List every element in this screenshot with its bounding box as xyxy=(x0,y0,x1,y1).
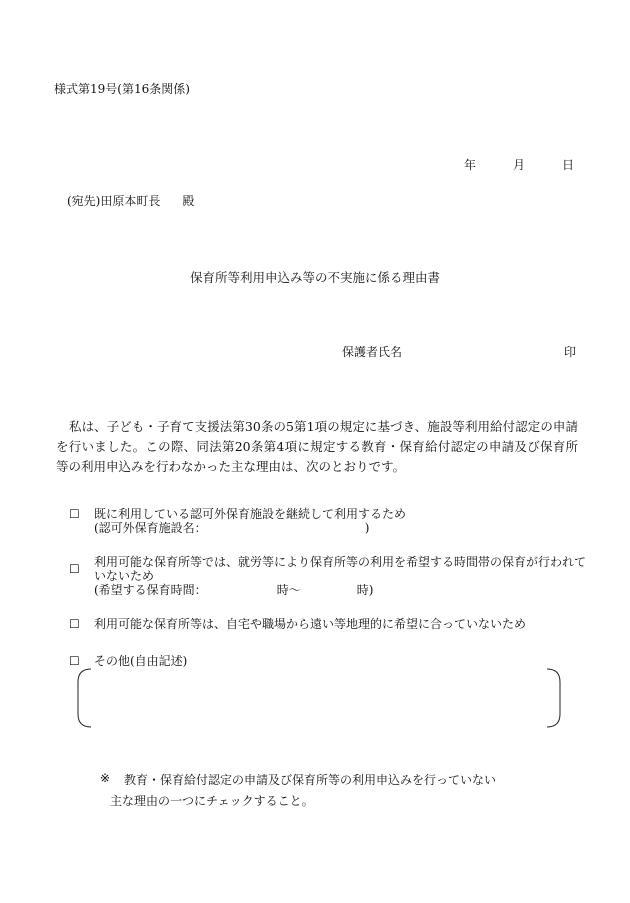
reason-4 xyxy=(94,654,187,668)
left-bracket xyxy=(78,669,91,727)
reason-4-text: その他(自由記述) xyxy=(94,654,188,668)
guardian-name-label: 保護者氏名 xyxy=(342,345,403,359)
right-bracket xyxy=(547,669,560,727)
reason-3-text: 利用可能な保育所等は、自宅や職場から遠い等地理的に希望に合っていないため xyxy=(94,617,527,631)
desired-hours-label: (希望する保育時間： xyxy=(94,583,207,597)
note-mark: ※ xyxy=(100,771,111,785)
desired-hours-from: 時〜 xyxy=(276,583,301,597)
reason-1-text: 既に利用している認可外保育施設を継続して利用するため xyxy=(94,507,407,521)
date-day-label: 日 xyxy=(561,158,574,172)
facility-name-close: ) xyxy=(364,521,370,535)
free-text-area[interactable] xyxy=(77,668,561,728)
note-line-2: 主な理由の一つにチェックすること。 xyxy=(110,794,314,808)
reason-2-checkbox[interactable]: ☐ xyxy=(69,562,80,576)
reason-2-hours-line xyxy=(94,583,586,597)
reason-2 xyxy=(94,555,586,597)
addressee-suffix: 殿 xyxy=(182,194,195,208)
date-year-label: 年 xyxy=(463,158,476,172)
desired-hours-to: 時) xyxy=(356,583,374,597)
reason-2-text-line1: 利用可能な保育所等では、就労等により保育所等の利用を希望する時間帯の保育が行われて xyxy=(94,555,587,569)
seal-mark: 印 xyxy=(563,345,576,359)
date-line xyxy=(464,156,574,173)
reason-1-facility-line xyxy=(94,521,406,535)
reason-3 xyxy=(94,617,526,631)
facility-name-label: (認可外保育施設名： xyxy=(94,521,207,535)
addressee-name: (宛先)田原本町長 xyxy=(67,194,161,208)
reason-1 xyxy=(94,507,406,535)
form-number: 様式第19号(第16条関係) xyxy=(54,82,190,96)
reason-2-text-line2: いないため xyxy=(94,569,155,583)
reason-4-checkbox[interactable]: ☐ xyxy=(69,654,80,668)
date-month-label: 月 xyxy=(512,158,525,172)
document-title: 保育所等利用申込み等の不実施に係る理由書 xyxy=(189,270,440,285)
addressee xyxy=(67,192,194,209)
reason-1-checkbox[interactable]: ☐ xyxy=(69,507,80,521)
reason-3-checkbox[interactable]: ☐ xyxy=(69,617,80,631)
body-paragraph: 私は、子ども・子育て支援法第30条の5第1項の規定に基づき、施設等利用給付認定の申請を行いました。この際、同法第20条第4項に規定する教育・保育給付認定の申請及び保育所等の利用申込みを行わなかった主な理由は、次のとおりです。 xyxy=(56,419,578,474)
note-line-1: 教育・保育給付認定の申請及び保育所等の利用申込みを行っていない xyxy=(124,773,497,787)
